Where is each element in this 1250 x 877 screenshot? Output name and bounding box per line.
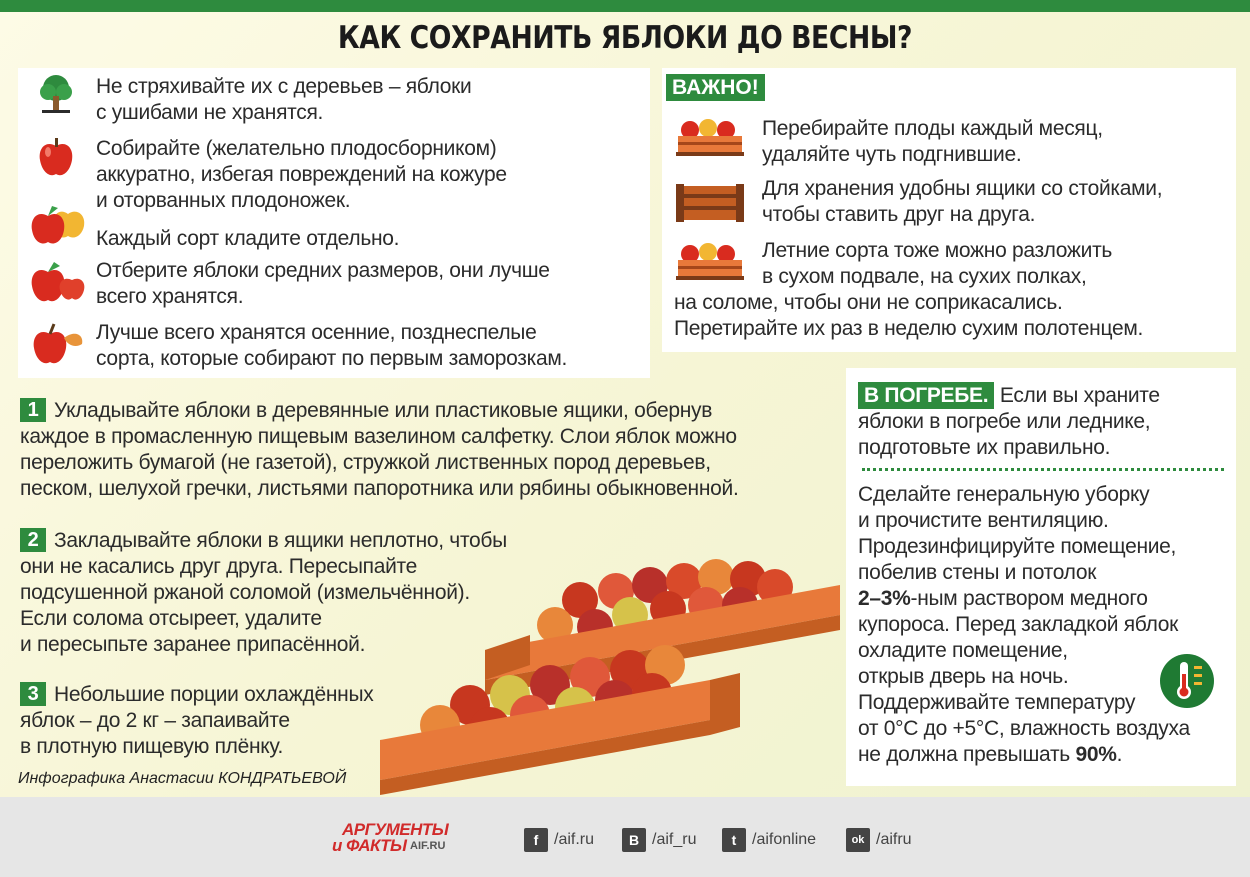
important-item-3: Летние сорта тоже можно разложить в сухом подвале, на сухих полках, (762, 239, 1113, 288)
top-green-bar (0, 0, 1250, 12)
apple-crate-icon (674, 116, 746, 158)
step-1: 1 Укладывайте яблоки в деревянные или пластиковые ящики, обернув каждое в промасленную пищевым вазелином салфетку. Слои яблок можно переложить бумагой (не газетой), стружкой лиственных пород деревьев, песком, шелухой гречки, листьями папоротника или рябины обыкновенной. (20, 399, 739, 500)
cellar-body: Сделайте генеральную уборку и прочистите вентиляцию. Продезинфицируйте помещение, побелив стены и потолок 2–3%-ным раствором медного купороса. Перед закладкой яблок охладите помещение, открыв дверь на ночь. Поддерживайте температуру от 0°С до +5°С, влажность воздуха не должна превышать 90%. (858, 483, 1190, 766)
step-3: 3 Небольшие порции охлаждённых яблок – до 2 кг – запаивайте в плотную пищевую плёнку. (20, 683, 374, 758)
cellar-intro: В ПОГРЕБЕ. Если вы храните яблоки в погребе или леднике, подготовьте их правильно. (858, 384, 1160, 459)
step-number: 1 (20, 398, 46, 422)
social-twitter[interactable]: t /aifonline (722, 828, 816, 852)
apple-leaf-icon (30, 320, 86, 366)
step-number: 2 (20, 528, 46, 552)
tree-icon (34, 72, 78, 116)
step-number: 3 (20, 682, 46, 706)
apple-crate-icon (674, 240, 746, 282)
social-odnoklassniki[interactable]: ok /aifru (846, 828, 912, 852)
tip-5: Лучше всего хранятся осенние, позднеспелые сорта, которые собирают по первым заморозкам. (96, 321, 568, 370)
vk-icon: B (622, 828, 646, 852)
two-apples-icon (28, 200, 88, 248)
apple-crates-illustration (380, 555, 850, 795)
tip-1: Не стряхивайте их с деревьев – яблоки с ушибами не хранятся. (96, 75, 472, 124)
step-2: 2 Закладывайте яблоки в ящики неплотно, чтобы они не касались друг друга. Пересыпайте подсушенной ржаной соломой (измельчённой). Если солома отсыреет, удалите и пересыпьте заранее припасённой. (20, 529, 507, 656)
apples-pair-icon (28, 258, 88, 306)
important-badge: ВАЖНО! (666, 74, 765, 101)
thermometer-icon (1158, 652, 1216, 710)
tip-3: Каждый сорт кладите отдельно. (96, 227, 400, 250)
facebook-icon: f (524, 828, 548, 852)
odnoklassniki-icon: ok (846, 828, 870, 852)
tip-4: Отберите яблоки средних размеров, они лучше всего хранятся. (96, 259, 550, 308)
divider (862, 468, 1224, 471)
page-title: КАК СОХРАНИТЬ ЯБЛОКИ ДО ВЕСНЫ? (337, 20, 913, 56)
important-item-1: Перебирайте плоды каждый месяц, удаляйте чуть подгнившие. (762, 117, 1103, 166)
wooden-crate-icon (674, 182, 746, 224)
credit-text: Инфографика Анастасии КОНДРАТЬЕВОЙ (18, 770, 347, 787)
aif-logo[interactable]: АРГУМЕНТЫ и ФАКТЫ AIF.RU (332, 820, 449, 855)
apple-icon (36, 134, 76, 178)
social-facebook[interactable]: f /aif.ru (524, 828, 594, 852)
twitter-icon: t (722, 828, 746, 852)
social-vk[interactable]: B /aif_ru (622, 828, 696, 852)
important-item-3-cont: на соломе, чтобы они не соприкасались. Перетирайте их раз в неделю сухим полотенцем. (674, 291, 1143, 340)
tip-2: Собирайте (желательно плодосборником) аккуратно, избегая повреждений на кожуре и оторванных плодоножек. (96, 137, 507, 212)
cellar-badge: В ПОГРЕБЕ. (858, 382, 994, 409)
important-item-2: Для хранения удобны ящики со стойками, чтобы ставить друг на друга. (762, 177, 1163, 226)
